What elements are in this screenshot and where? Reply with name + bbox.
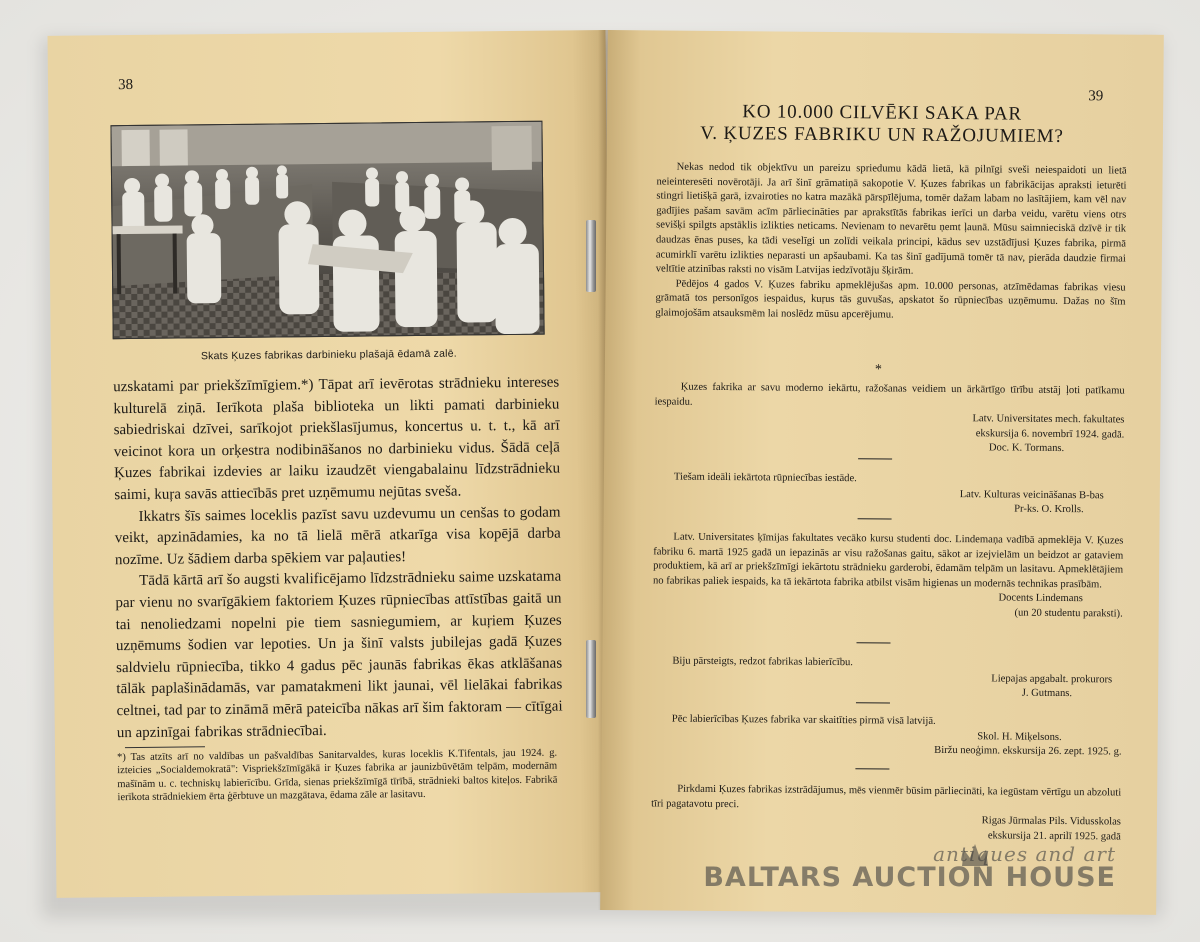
review-signature: Doc. K. Tormans. <box>988 442 1065 455</box>
divider-rule <box>855 768 889 769</box>
review-text: Biju pārsteigts, redzot fabrikas labierīcību. <box>672 655 854 669</box>
title-line-1: KO 10.000 CILVĒKI SAKA PAR <box>742 101 1023 125</box>
auction-watermark <box>703 842 1116 893</box>
review-2 <box>654 470 1124 518</box>
staple-bottom <box>586 640 596 718</box>
staple-top <box>586 220 596 292</box>
review-1 <box>654 380 1125 457</box>
photo-caption: Skats Ķuzes fabrikas darbinieku plašajā ēdamā zalē. <box>200 347 457 363</box>
title-line-2: V. ĶUZES FABRIKU UN RAŽOJUMIEM? <box>700 122 1064 147</box>
review-signature: Skol. H. Miķelsons. <box>977 730 1062 743</box>
review-4 <box>652 654 1122 702</box>
review-3 <box>653 530 1124 622</box>
review-5 <box>652 712 1122 760</box>
paragraph: Pēdējos 4 gados V. Ķuzes fabriku apmeklējušas apm. 10.000 personas, atzīmēdamas fabrikas viesu grāmatā tos personīgos iespaidus, kuŗus tās guvušas, apskatot šo rūpniecības uzņēmumu. Dažas no šīm glaimojošām atsauksmēm lai noslēdz mūsu apcerējumu. <box>655 278 1126 321</box>
review-source: Biržu neoģimn. ekskursija 26. zept. 1925. g. <box>934 745 1122 758</box>
review-text: Tiešam ideāli iekārtota rūpniecības iestāde. <box>673 471 857 485</box>
review-6 <box>651 782 1121 844</box>
watermark-brand: BALTARS AUCTION HOUSE <box>703 862 1116 893</box>
review-source: (un 20 studentu paraksti). <box>1014 607 1123 620</box>
divider-rule <box>858 518 892 519</box>
watermark-tagline: antiques and art <box>933 842 1116 866</box>
footnote: *) Tas atzīts arī no valdības un pašvaldības Sanitarvaldes, kuras loceklis K.Tifentals, jau 1924. g. izteicies „Socialdemokratā": Vispriekšzīmīgākā ir Ķuzes fabrika ar jaunizbūvētām telpām, modernām mašīnām u. c. techniskų labierīcību. Grīda, sienas priekšzīmīgā tīrībā, strādnieki baltos kiteļos. Fabrikā ierīkota strādniekiem ērta ģērbtuve un mazgātava, ēdama zāle ar lasitavu. <box>117 747 558 804</box>
review-source: Rigas Jūrmalas Pils. Vidusskolas <box>981 815 1121 828</box>
divider-rule <box>856 702 890 703</box>
review-signature: Pr-ks. O. Krolls. <box>1014 503 1084 516</box>
review-source: Liepajas apgabalt. prokurors <box>991 672 1113 686</box>
divider-rule <box>858 458 892 459</box>
divider-rule <box>856 642 890 643</box>
review-signature: Docents Lindemans <box>998 592 1083 605</box>
left-body-text <box>113 373 563 745</box>
page-number-left: 38 <box>117 76 134 94</box>
intro-text <box>655 160 1126 325</box>
review-source: Latv. Universitates mech. fakultates <box>972 413 1125 426</box>
paragraph: Tādā kārtā arī šo augsti kvalificējamo līdzstrādnieku saime uzskatama par vienu no svarīgākiem faktoriem Ķuzes rūpniecības attīstības gaitā un tai nenoliedzami nopelni pie tiem sasniegumiem, ar kuŗiem Ķuzes uzņēmums šodien var lepoties. Un ja šinī valsts jubilejas gadā Ķuzes saldvielu rūpniecība, tikko 4 gadus pēc jaunās fabrikas ēkas atklāšanas tālāk paplašinādamās, var pamatakmeni likt jaunai, vēl lielākai fabrikas celtnei, tad par to zināmā mērā pateicība nākas arī šim faktoram — cītīgai un apzinīgai fabrikas strādniecībai. <box>115 568 563 741</box>
review-text: Ķuzes fakrika ar savu moderno iekārtu, ražošanas veidiem un ārkārtīgo tīrību atstāj ļoti patīkamu iespaidu. <box>654 381 1125 408</box>
left-page <box>48 30 615 898</box>
photo-image <box>111 122 543 338</box>
review-text: Latv. Universitates ķīmijas fakultates vecāko kursu studenti doc. Lindemaņa vadībā apmeklēja V. Ķuzes fabriku 6. martā 1925 gadā un iepazinās ar visu ražošanas gaitu, sākot ar izejvielām un beidzot ar gataviem produktiem, kā arī ar priekšzīmīgi iekārtotu strādnieku garderobi, ēdamām telpām un lasitavu. Apmeklētājiem no fabrikas paliek iespaids, ka tā iekārtota fabrika atbilst visām higienas un modernās technikas prasībām. <box>652 531 1124 591</box>
review-source: ekskursija 6. novembrī 1924. gadā. <box>975 428 1125 441</box>
dining-hall-photo <box>110 121 544 340</box>
paragraph: uzskatami par priekšzīmīgiem.*) Tāpat arī ievērotas strādnieku intereses kulturelā ziņā. Ierīkota plaša biblioteka un likti pamati darbinieku sabiedriskai dzīvei, sarīkojot priekšlasījumus, koncertus u. t. t., kā arī veicinot kora un orķestra nodibināšanos no darbinieku vidus. Šādā ceļā Ķuzes fabrikai izdevies ar laiku izaudzēt viengabalainu līdzstrādnieku saimi, kuŗa savās attiecībās pret uzņēmumu nejūtas sveša. <box>113 374 561 504</box>
page-number-right: 39 <box>1088 88 1104 105</box>
review-signature: J. Gutmans. <box>1021 687 1073 700</box>
paragraph: Nekas nedod tik objektīvu un pareizu spriedumu kādā lietā, kā pilnīgi sveši neiespaidoti un lietā neieinteresēti novērotāji. Ja arī šinī grāmatiņā sakopotie V. Ķuzes fabrikas un fabrikācijas apraksti ieturēti stingri lietišķā garā, izvairoties no katra mazākā pārspīlējuma, tomēr dažam labam no lasītājiem, kam vēl nav gadījies pašam savām acīm pārliecināties par aprakstītās fabrikas ierīci un darba veidu, varētu viens otrs sevišķi spilgts apstāklis izlikties neticams. Nevienam to nevarētu ņemt ļaunā. Mūsu saimnieciskā dzīvē ir tik daudzas ēnas puses, ka tādi veselīgi un zolīdi veikala principi, kādus sev uzstādījusi Ķuzes fabrika, pirmā acumirklī varētu izlikties neparasti un apšaubami. Ka tas šinī gadījumā tomēr tā nav, pierāda daudzie firmai veltītie atzinības raksti no visām Latvijas iedzīvotāju šķirām. <box>655 161 1127 277</box>
paragraph: Ikkatrs šīs saimes loceklis pazīst savu uzdevumu un cenšas to godam veikt, apzinādamies, ka no tā lielā mērā atkarīga visa kopējā darba nozīme. Uz šādiem darba spēkiem var paļauties! <box>114 504 561 568</box>
review-text: Pirkdami Ķuzes fabrikas izstrādājumus, mēs vienmēr būsim pārliecināti, ka iegūstam vērtīgu un abzoluti tīri pagatavotu preci. <box>651 783 1122 810</box>
page-title <box>647 100 1117 148</box>
review-source: ekskursija 21. aprilī 1925. gadā <box>987 830 1121 843</box>
right-page <box>600 30 1164 915</box>
footnote-rule <box>125 746 205 748</box>
review-text: Pēc labierīcības Ķuzes fabrika var skaitīties pirmā visā latvijā. <box>671 713 936 727</box>
separator-star: * <box>874 362 882 378</box>
review-source: Latv. Kulturas veicināšanas B-bas <box>959 488 1104 501</box>
